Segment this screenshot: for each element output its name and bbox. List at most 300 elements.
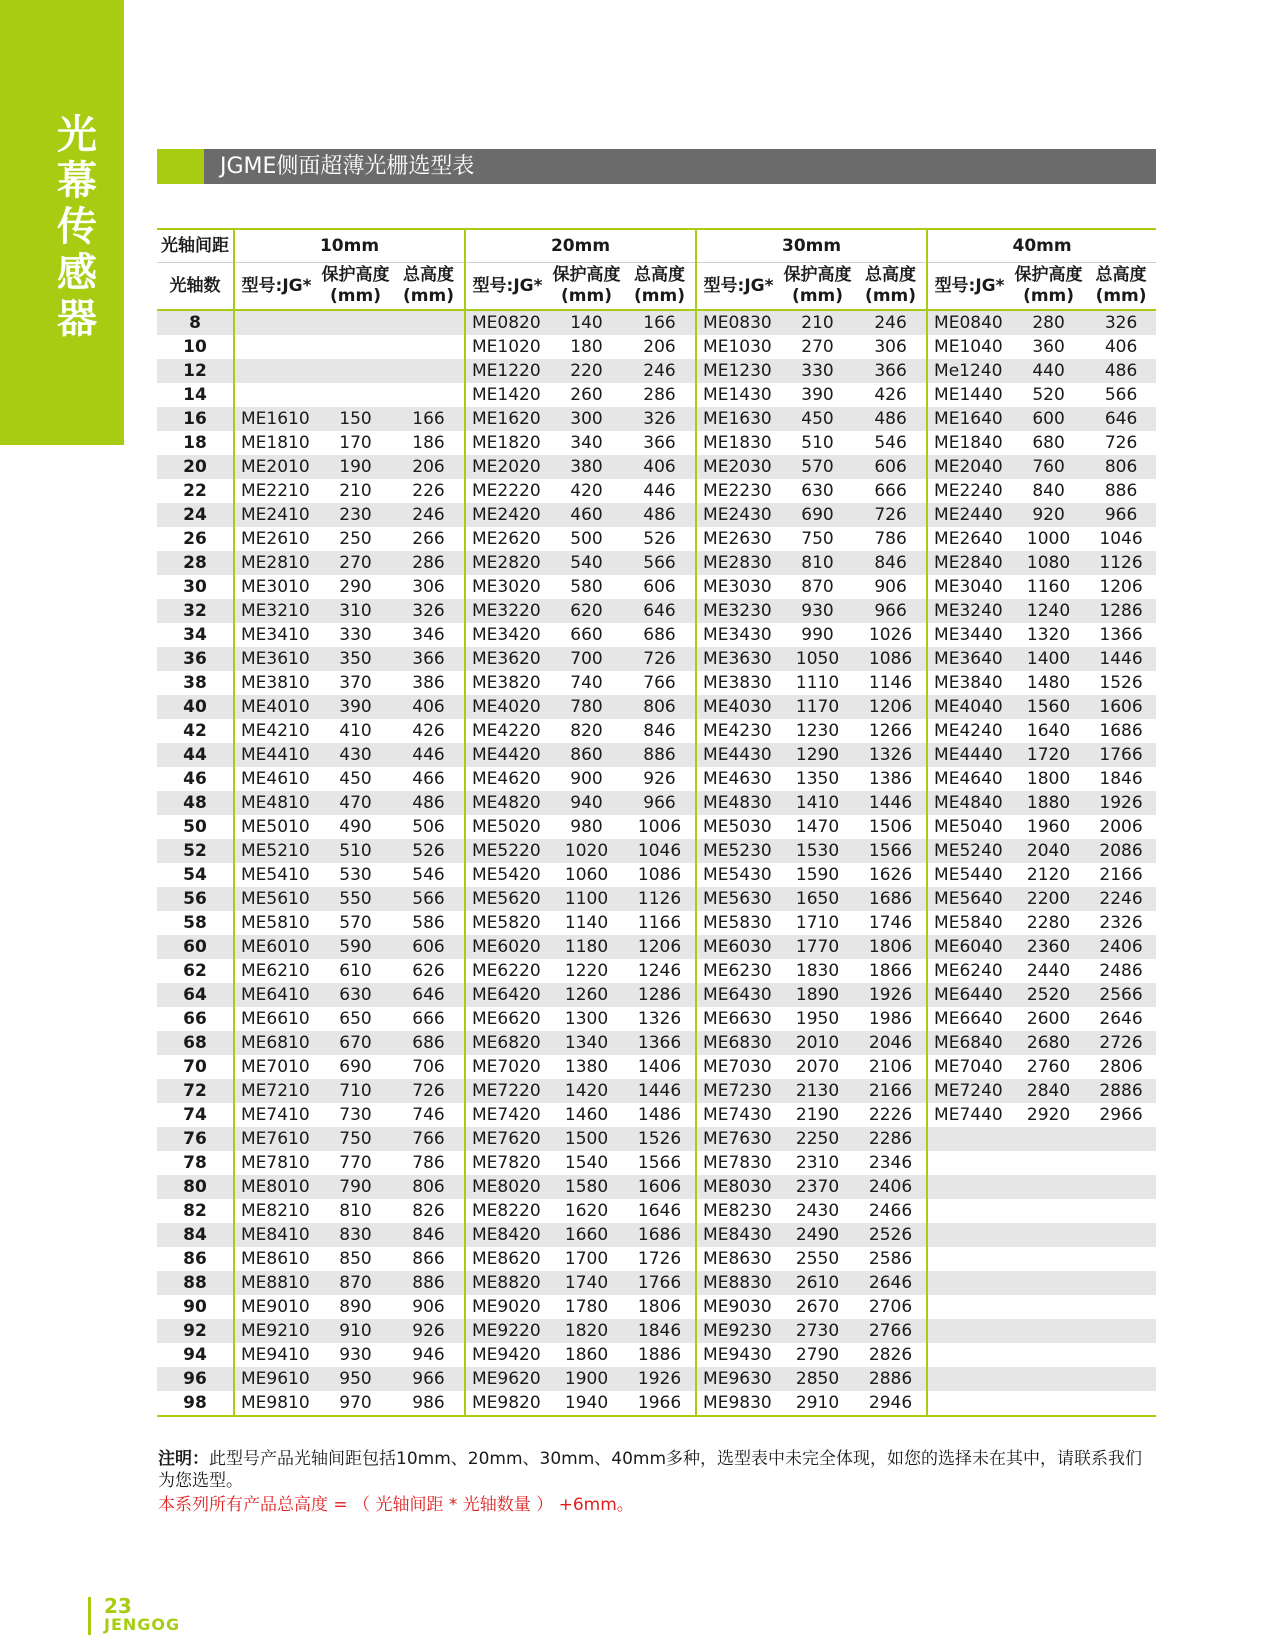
- protection-height: 830: [318, 1223, 393, 1247]
- total-height: 606: [624, 575, 696, 599]
- protection-height: 690: [318, 1055, 393, 1079]
- model-code: ME6640: [927, 1007, 1011, 1031]
- protection-height: 2040: [1011, 839, 1086, 863]
- model-code: ME6610: [234, 1007, 318, 1031]
- protection-height: 490: [318, 815, 393, 839]
- total-height: [393, 383, 465, 407]
- protection-height: [1011, 1127, 1086, 1151]
- model-code: ME7410: [234, 1103, 318, 1127]
- model-code: ME5440: [927, 863, 1011, 887]
- model-code: ME7220: [465, 1079, 549, 1103]
- model-code: ME2810: [234, 551, 318, 575]
- total-height: 2286: [855, 1127, 927, 1151]
- protection-height: 2190: [780, 1103, 855, 1127]
- protection-height: 900: [549, 767, 624, 791]
- model-code: ME5610: [234, 887, 318, 911]
- table-row: [157, 1391, 1156, 1416]
- total-height: [1086, 1247, 1156, 1271]
- protection-height: 330: [780, 359, 855, 383]
- total-height: 2406: [855, 1175, 927, 1199]
- protection-height: 270: [318, 551, 393, 575]
- model-code: ME2610: [234, 527, 318, 551]
- model-code: ME1420: [465, 383, 549, 407]
- header-prot-height: 保护高度 (mm): [549, 263, 624, 311]
- model-code: ME8230: [696, 1199, 780, 1223]
- total-height: 166: [624, 310, 696, 335]
- protection-height: 810: [318, 1199, 393, 1223]
- total-height: 1646: [624, 1199, 696, 1223]
- protection-height: 1590: [780, 863, 855, 887]
- protection-height: 1500: [549, 1127, 624, 1151]
- protection-height: 270: [780, 335, 855, 359]
- protection-height: 1640: [1011, 719, 1086, 743]
- total-height: 1926: [624, 1367, 696, 1391]
- protection-height: 570: [318, 911, 393, 935]
- model-code: ME9030: [696, 1295, 780, 1319]
- model-code: ME3630: [696, 647, 780, 671]
- total-height: 2566: [1086, 983, 1156, 1007]
- protection-height: 1890: [780, 983, 855, 1007]
- protection-height: 1530: [780, 839, 855, 863]
- beam-count: 82: [157, 1199, 234, 1223]
- protection-height: 380: [549, 455, 624, 479]
- table-row: [157, 1103, 1156, 1127]
- total-height: 846: [855, 551, 927, 575]
- total-height: 1986: [855, 1007, 927, 1031]
- beam-count: 12: [157, 359, 234, 383]
- model-code: ME4410: [234, 743, 318, 767]
- model-code: ME9210: [234, 1319, 318, 1343]
- total-height: 1326: [624, 1007, 696, 1031]
- model-code: ME2620: [465, 527, 549, 551]
- total-height: 1446: [624, 1079, 696, 1103]
- total-height: 766: [624, 671, 696, 695]
- total-height: 1126: [624, 887, 696, 911]
- protection-height: 2440: [1011, 959, 1086, 983]
- table-row: [157, 1223, 1156, 1247]
- total-height: 326: [393, 599, 465, 623]
- protection-height: 1700: [549, 1247, 624, 1271]
- protection-height: 2730: [780, 1319, 855, 1343]
- protection-height: 1060: [549, 863, 624, 887]
- model-code: ME8220: [465, 1199, 549, 1223]
- model-code: ME1830: [696, 431, 780, 455]
- total-height: 1246: [624, 959, 696, 983]
- total-height: 406: [393, 695, 465, 719]
- protection-height: 630: [318, 983, 393, 1007]
- model-code: ME5820: [465, 911, 549, 935]
- model-code: ME5010: [234, 815, 318, 839]
- beam-count: 98: [157, 1391, 234, 1416]
- table-row: [157, 911, 1156, 935]
- protection-height: [1011, 1223, 1086, 1247]
- model-code: [927, 1295, 1011, 1319]
- table-row: [157, 1175, 1156, 1199]
- total-height: [393, 359, 465, 383]
- protection-height: 2600: [1011, 1007, 1086, 1031]
- protection-height: 1260: [549, 983, 624, 1007]
- model-code: ME4840: [927, 791, 1011, 815]
- protection-height: 2430: [780, 1199, 855, 1223]
- note-text: 此型号产品光轴间距包括10mm、20mm、30mm、40mm多种，选型表中未完全体现，如您的选择未在其中，请联系我们为您选型。: [158, 1449, 1143, 1491]
- protection-height: 930: [318, 1343, 393, 1367]
- total-height: 2166: [855, 1079, 927, 1103]
- protection-height: 890: [318, 1295, 393, 1319]
- total-height: [1086, 1175, 1156, 1199]
- model-code: [927, 1175, 1011, 1199]
- model-code: ME1820: [465, 431, 549, 455]
- beam-count: 90: [157, 1295, 234, 1319]
- total-height: 746: [393, 1103, 465, 1127]
- model-code: ME3620: [465, 647, 549, 671]
- model-code: ME8830: [696, 1271, 780, 1295]
- beam-count: 34: [157, 623, 234, 647]
- header-pitch: 光轴间距: [157, 229, 234, 263]
- protection-height: 1800: [1011, 767, 1086, 791]
- total-height: [393, 335, 465, 359]
- model-code: ME5830: [696, 911, 780, 935]
- model-code: ME8210: [234, 1199, 318, 1223]
- total-height: 906: [393, 1295, 465, 1319]
- total-height: 946: [393, 1343, 465, 1367]
- protection-height: 970: [318, 1391, 393, 1416]
- protection-height: [1011, 1391, 1086, 1416]
- table-row: [157, 407, 1156, 431]
- protection-height: 250: [318, 527, 393, 551]
- protection-height: 1540: [549, 1151, 624, 1175]
- model-code: ME5410: [234, 863, 318, 887]
- beam-count: 58: [157, 911, 234, 935]
- protection-height: [1011, 1367, 1086, 1391]
- model-code: ME7830: [696, 1151, 780, 1175]
- protection-height: 1140: [549, 911, 624, 935]
- model-code: ME4430: [696, 743, 780, 767]
- protection-height: 2490: [780, 1223, 855, 1247]
- table-row: [157, 719, 1156, 743]
- model-code: [927, 1247, 1011, 1271]
- model-code: ME6820: [465, 1031, 549, 1055]
- total-height: 326: [1086, 310, 1156, 335]
- table-row: [157, 791, 1156, 815]
- protection-height: 370: [318, 671, 393, 695]
- model-code: ME3230: [696, 599, 780, 623]
- total-height: 2886: [1086, 1079, 1156, 1103]
- model-code: ME3220: [465, 599, 549, 623]
- model-code: ME7820: [465, 1151, 549, 1175]
- model-code: ME4830: [696, 791, 780, 815]
- beam-count: 86: [157, 1247, 234, 1271]
- total-height: 326: [624, 407, 696, 431]
- protection-height: 750: [318, 1127, 393, 1151]
- model-code: ME2630: [696, 527, 780, 551]
- protection-height: 570: [780, 455, 855, 479]
- total-height: 306: [855, 335, 927, 359]
- model-code: ME9020: [465, 1295, 549, 1319]
- protection-height: 1170: [780, 695, 855, 719]
- model-code: [234, 359, 318, 383]
- total-height: 406: [624, 455, 696, 479]
- total-height: 486: [855, 407, 927, 431]
- protection-height: 1620: [549, 1199, 624, 1223]
- model-code: ME7630: [696, 1127, 780, 1151]
- total-height: 1286: [624, 983, 696, 1007]
- table-row: [157, 1127, 1156, 1151]
- protection-height: 1960: [1011, 815, 1086, 839]
- model-code: ME2210: [234, 479, 318, 503]
- table-row: [157, 743, 1156, 767]
- table-row: [157, 383, 1156, 407]
- protection-height: 950: [318, 1367, 393, 1391]
- model-code: ME3810: [234, 671, 318, 695]
- model-code: ME2030: [696, 455, 780, 479]
- model-code: ME3040: [927, 575, 1011, 599]
- total-height: 1286: [1086, 599, 1156, 623]
- total-height: 886: [1086, 479, 1156, 503]
- model-code: ME9810: [234, 1391, 318, 1416]
- protection-height: [1011, 1319, 1086, 1343]
- beam-count: 46: [157, 767, 234, 791]
- table-row: [157, 647, 1156, 671]
- model-code: ME1630: [696, 407, 780, 431]
- total-height: [1086, 1391, 1156, 1416]
- protection-height: 790: [318, 1175, 393, 1199]
- total-height: 1266: [855, 719, 927, 743]
- header-count: 光轴数: [157, 263, 234, 311]
- protection-height: 1220: [549, 959, 624, 983]
- protection-height: 870: [780, 575, 855, 599]
- header-total-height: 总高度 (mm): [855, 263, 927, 311]
- protection-height: [1011, 1199, 1086, 1223]
- protection-height: 2120: [1011, 863, 1086, 887]
- model-code: ME7230: [696, 1079, 780, 1103]
- total-height: 706: [393, 1055, 465, 1079]
- model-code: ME9410: [234, 1343, 318, 1367]
- total-height: 686: [393, 1031, 465, 1055]
- total-height: 606: [855, 455, 927, 479]
- model-code: ME5020: [465, 815, 549, 839]
- total-height: 2046: [855, 1031, 927, 1055]
- total-height: 986: [393, 1391, 465, 1416]
- protection-height: 850: [318, 1247, 393, 1271]
- header-prot-height: 保护高度 (mm): [1011, 263, 1086, 311]
- protection-height: [1011, 1271, 1086, 1295]
- total-height: 1506: [855, 815, 927, 839]
- header-group-10mm: 10mm: [234, 229, 465, 263]
- total-height: 406: [1086, 335, 1156, 359]
- model-code: ME8430: [696, 1223, 780, 1247]
- beam-count: 16: [157, 407, 234, 431]
- header-group-30mm: 30mm: [696, 229, 927, 263]
- protection-height: 150: [318, 407, 393, 431]
- protection-height: 750: [780, 527, 855, 551]
- total-height: 266: [393, 527, 465, 551]
- model-code: ME6840: [927, 1031, 1011, 1055]
- model-code: ME8030: [696, 1175, 780, 1199]
- beam-count: 28: [157, 551, 234, 575]
- protection-height: 340: [549, 431, 624, 455]
- beam-count: 8: [157, 310, 234, 335]
- protection-height: 2280: [1011, 911, 1086, 935]
- protection-height: 2680: [1011, 1031, 1086, 1055]
- model-code: ME4220: [465, 719, 549, 743]
- table-row: [157, 1295, 1156, 1319]
- total-height: 1806: [624, 1295, 696, 1319]
- protection-height: 550: [318, 887, 393, 911]
- beam-count: 60: [157, 935, 234, 959]
- beam-count: 88: [157, 1271, 234, 1295]
- protection-height: 360: [1011, 335, 1086, 359]
- beam-count: 70: [157, 1055, 234, 1079]
- model-code: ME5620: [465, 887, 549, 911]
- model-code: ME9620: [465, 1367, 549, 1391]
- total-height: 526: [624, 527, 696, 551]
- protection-height: 2850: [780, 1367, 855, 1391]
- protection-height: 440: [1011, 359, 1086, 383]
- beam-count: 14: [157, 383, 234, 407]
- total-height: 966: [1086, 503, 1156, 527]
- protection-height: 1230: [780, 719, 855, 743]
- protection-height: 2840: [1011, 1079, 1086, 1103]
- model-code: ME1620: [465, 407, 549, 431]
- model-code: ME5240: [927, 839, 1011, 863]
- total-height: 1686: [624, 1223, 696, 1247]
- model-code: ME1030: [696, 335, 780, 359]
- total-height: [1086, 1295, 1156, 1319]
- header-total-height: 总高度 (mm): [393, 263, 465, 311]
- total-height: 1166: [624, 911, 696, 935]
- total-height: 846: [624, 719, 696, 743]
- protection-height: 350: [318, 647, 393, 671]
- table-row: [157, 335, 1156, 359]
- model-code: ME2830: [696, 551, 780, 575]
- page-number: 23: [104, 1594, 132, 1618]
- protection-height: 2920: [1011, 1103, 1086, 1127]
- total-height: 686: [624, 623, 696, 647]
- model-code: ME6410: [234, 983, 318, 1007]
- protection-height: 630: [780, 479, 855, 503]
- beam-count: 94: [157, 1343, 234, 1367]
- protection-height: 1660: [549, 1223, 624, 1247]
- protection-height: 2200: [1011, 887, 1086, 911]
- protection-height: [318, 359, 393, 383]
- table-row: [157, 599, 1156, 623]
- total-height: 226: [393, 479, 465, 503]
- total-height: 2806: [1086, 1055, 1156, 1079]
- protection-height: 840: [1011, 479, 1086, 503]
- protection-height: 1050: [780, 647, 855, 671]
- model-code: ME3410: [234, 623, 318, 647]
- total-height: 466: [393, 767, 465, 791]
- total-height: 246: [624, 359, 696, 383]
- model-code: Me1240: [927, 359, 1011, 383]
- protection-height: 2610: [780, 1271, 855, 1295]
- footer-accent-line: [88, 1597, 91, 1635]
- protection-height: 2010: [780, 1031, 855, 1055]
- model-code: [927, 1319, 1011, 1343]
- model-code: ME1440: [927, 383, 1011, 407]
- model-code: ME6220: [465, 959, 549, 983]
- total-height: [1086, 1127, 1156, 1151]
- total-height: 1446: [855, 791, 927, 815]
- table-row: [157, 551, 1156, 575]
- selection-table: [157, 228, 1156, 1417]
- model-code: ME5230: [696, 839, 780, 863]
- total-height: 346: [393, 623, 465, 647]
- model-code: ME5220: [465, 839, 549, 863]
- total-height: 486: [393, 791, 465, 815]
- model-code: ME1230: [696, 359, 780, 383]
- model-code: ME7010: [234, 1055, 318, 1079]
- model-code: ME3430: [696, 623, 780, 647]
- total-height: 846: [393, 1223, 465, 1247]
- total-height: 766: [393, 1127, 465, 1151]
- protection-height: 1860: [549, 1343, 624, 1367]
- model-code: ME2020: [465, 455, 549, 479]
- total-height: 786: [855, 527, 927, 551]
- model-code: ME1640: [927, 407, 1011, 431]
- protection-height: 530: [318, 863, 393, 887]
- table-row: [157, 575, 1156, 599]
- total-height: 646: [393, 983, 465, 1007]
- model-code: ME3840: [927, 671, 1011, 695]
- protection-height: 1380: [549, 1055, 624, 1079]
- model-code: ME4620: [465, 767, 549, 791]
- model-code: ME2430: [696, 503, 780, 527]
- model-code: ME4210: [234, 719, 318, 743]
- model-code: ME8610: [234, 1247, 318, 1271]
- total-height: 806: [624, 695, 696, 719]
- protection-height: 1780: [549, 1295, 624, 1319]
- model-code: ME8620: [465, 1247, 549, 1271]
- total-height: 386: [393, 671, 465, 695]
- total-height: [1086, 1223, 1156, 1247]
- table-row: [157, 503, 1156, 527]
- total-height: 2886: [855, 1367, 927, 1391]
- total-height: 2946: [855, 1391, 927, 1416]
- banner-accent: [157, 149, 204, 184]
- model-code: ME6030: [696, 935, 780, 959]
- model-code: ME8020: [465, 1175, 549, 1199]
- total-height: 2486: [1086, 959, 1156, 983]
- protection-height: 2070: [780, 1055, 855, 1079]
- total-height: 1126: [1086, 551, 1156, 575]
- protection-height: 780: [549, 695, 624, 719]
- table-row: [157, 479, 1156, 503]
- total-height: 546: [855, 431, 927, 455]
- total-height: 366: [393, 647, 465, 671]
- protection-height: [1011, 1175, 1086, 1199]
- model-code: ME7020: [465, 1055, 549, 1079]
- total-height: 1566: [855, 839, 927, 863]
- table-row: [157, 887, 1156, 911]
- total-height: [1086, 1319, 1156, 1343]
- protection-height: 430: [318, 743, 393, 767]
- total-height: [1086, 1199, 1156, 1223]
- protection-height: 210: [780, 310, 855, 335]
- protection-height: 1320: [1011, 623, 1086, 647]
- protection-height: 510: [318, 839, 393, 863]
- protection-height: [318, 335, 393, 359]
- protection-height: 2360: [1011, 935, 1086, 959]
- model-code: ME4640: [927, 767, 1011, 791]
- protection-height: 210: [318, 479, 393, 503]
- total-height: 626: [393, 959, 465, 983]
- table-row: [157, 935, 1156, 959]
- total-height: 486: [624, 503, 696, 527]
- model-code: [927, 1367, 1011, 1391]
- total-height: 966: [624, 791, 696, 815]
- model-code: ME7610: [234, 1127, 318, 1151]
